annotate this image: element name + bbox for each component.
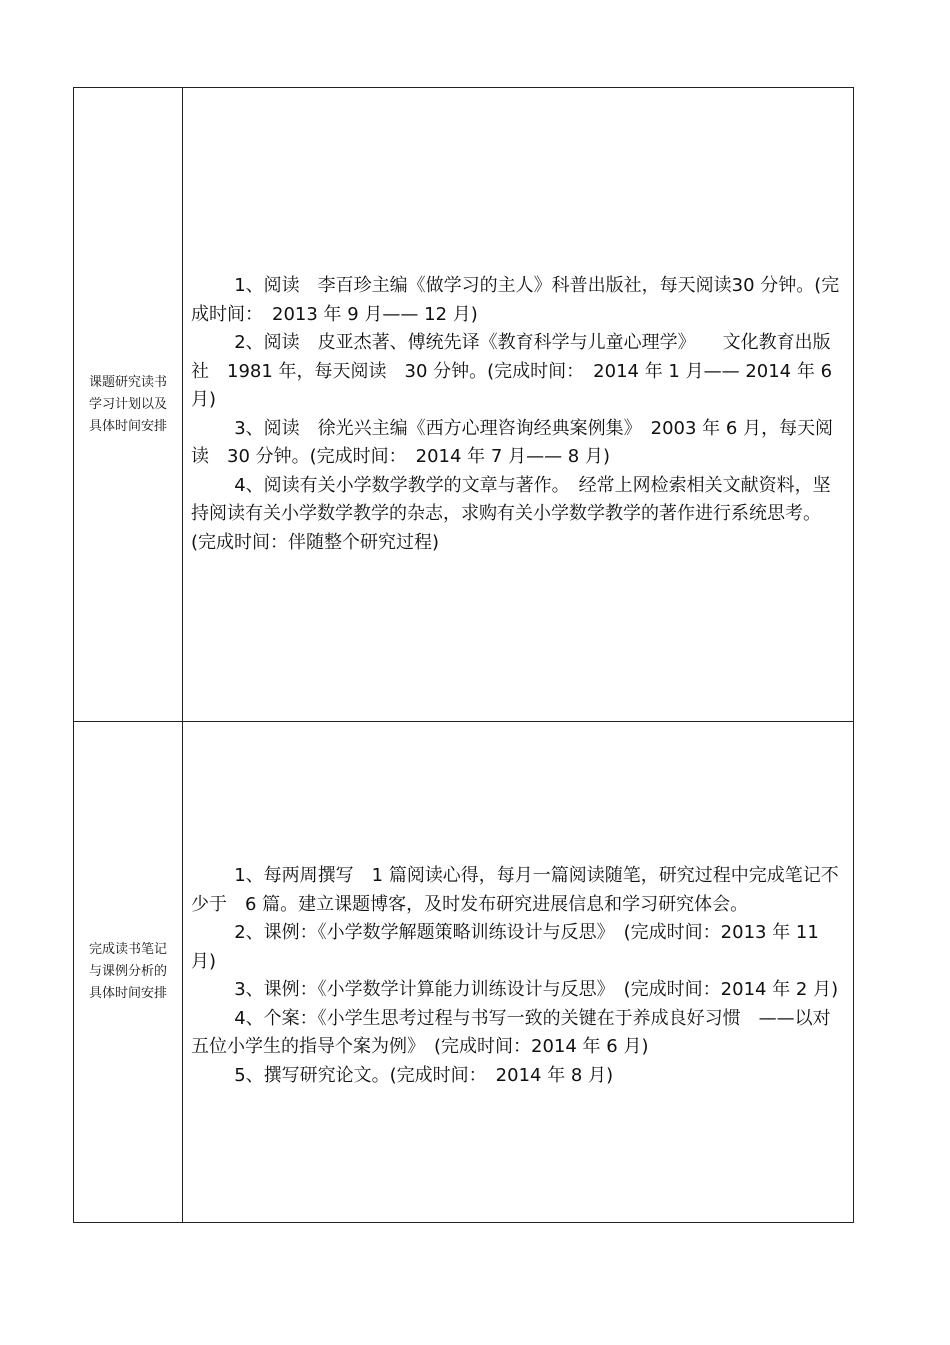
- table-row: [74, 722, 854, 1223]
- row-label: 完成读书笔记与课例分析的具体时间安排: [88, 942, 167, 1001]
- row-content-cell: [183, 722, 854, 1223]
- list-item: 1、阅读 李百珍主编《做学习的主人》科普出版社，每天阅读30 分钟。(完成时间： 2013 年 9 月—— 12 月): [191, 275, 840, 325]
- table-row: [74, 88, 854, 722]
- list-item: 4、阅读有关小学数学教学的文章与著作。 经常上网检索相关文献资料，坚持阅读有关小学数学教学的杂志，求购有关小学数学教学的著作进行系统思考。 (完成时间：伴随整个研究过程): [191, 474, 831, 553]
- row-content-cell: [183, 88, 854, 722]
- list-item: 2、课例：《小学数学解题策略训练设计与反思》 (完成时间：2013 年 11 月): [191, 922, 819, 972]
- content-list: [191, 272, 847, 557]
- row-label: 课题研究读书学习计划以及具体时间安排: [88, 374, 167, 434]
- row-label-cell: [74, 722, 183, 1223]
- list-item: 5、撰写研究论文。(完成时间： 2014 年 8 月): [234, 1064, 614, 1086]
- list-item: 4、个案：《小学生思考过程与书写一致的关键在于养成良好习惯 ——以对五位小学生的指导个案为例》 (完成时间：2014 年 6 月): [191, 1007, 831, 1057]
- list-item: 2、阅读 皮亚杰著、傅统先译《教育科学与儿童心理学》 文化教育出版社 1981 年，每天阅读 30 分钟。(完成时间： 2014 年 1 月—— 2014 年 6 月): [191, 332, 833, 410]
- list-item: 3、课例：《小学数学计算能力训练设计与反思》 (完成时间：2014 年 2 月): [234, 979, 839, 1000]
- content-list: [191, 862, 847, 1090]
- list-item: 1、每两周撰写 1 篇阅读心得，每月一篇阅读随笔，研究过程中完成笔记不少于 6 篇。建立课题博客，及时发布研究进展信息和学习研究体会。: [191, 865, 839, 915]
- list-item: 3、阅读 徐光兴主编《西方心理咨询经典案例集》 2003 年 6 月，每天阅读 30 分钟。(完成时间： 2014 年 7 月—— 8 月): [191, 417, 834, 467]
- row-label-cell: [74, 88, 183, 722]
- plan-table: [73, 87, 854, 1223]
